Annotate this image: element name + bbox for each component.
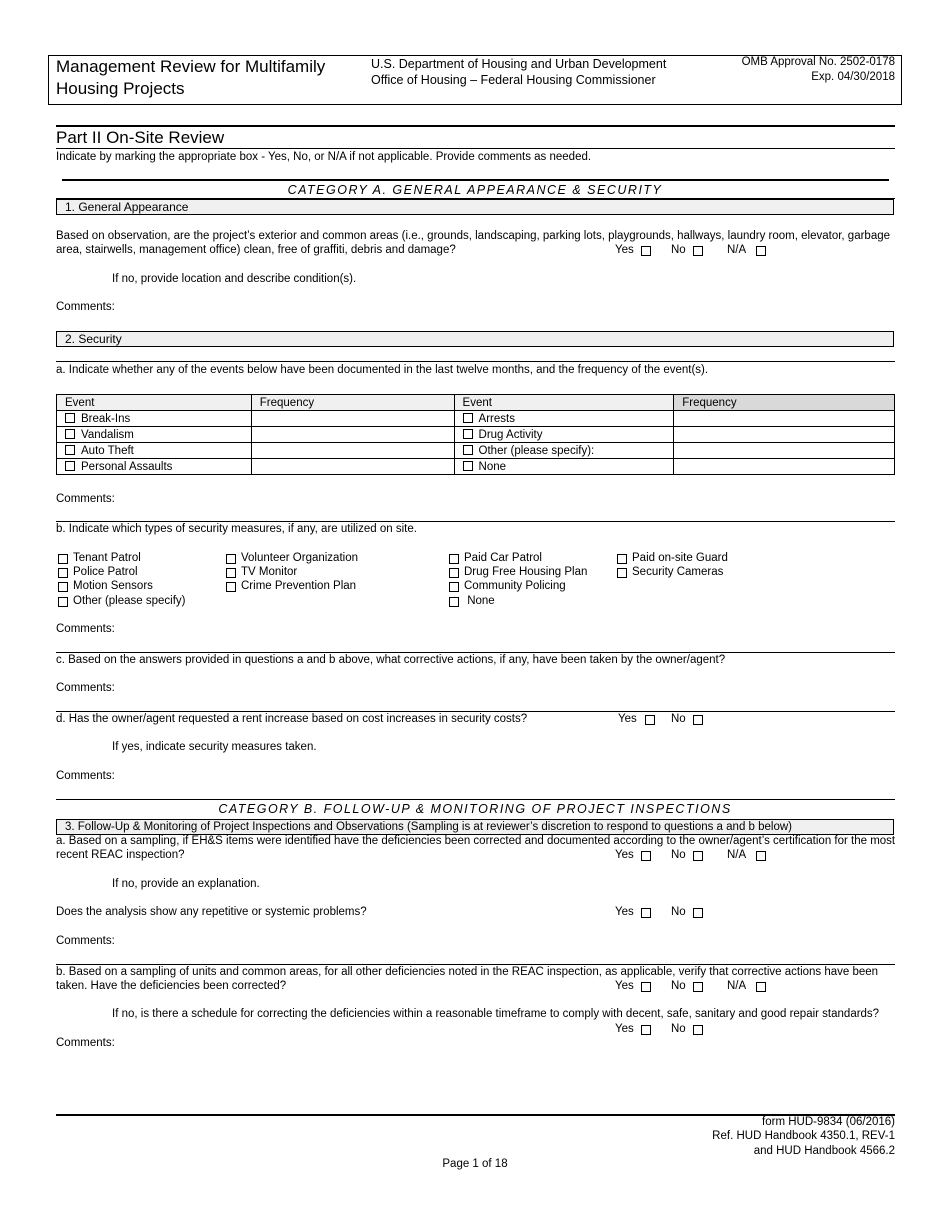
- s2d-yes-label: Yes: [618, 713, 637, 725]
- event-label: Drug Activity: [478, 428, 543, 441]
- page-number: Page 1 of 18: [442, 1158, 508, 1170]
- category-a-top-rule: [62, 179, 889, 181]
- measure-checkbox[interactable]: [226, 554, 236, 564]
- s2-rule: [56, 361, 895, 362]
- section-2-heading: 2. Security: [56, 331, 894, 347]
- frequency-col-header-left: Frequency: [251, 395, 454, 411]
- s1-no-label: No: [671, 244, 686, 256]
- s3a-followup: If no, provide an explanation.: [112, 878, 260, 890]
- frequency-input[interactable]: [674, 443, 895, 459]
- table-row: [57, 459, 895, 475]
- frequency-input[interactable]: [251, 411, 454, 427]
- s3a-no-checkbox[interactable]: [693, 851, 703, 861]
- s2a-question: a. Indicate whether any of the events below have been documented in the last twelve months, and the frequency of the event(s).: [56, 364, 709, 376]
- s3a-question-line2: recent REAC inspection?: [56, 849, 185, 861]
- event-checkbox[interactable]: [65, 461, 75, 471]
- category-b-top-rule: [56, 799, 895, 800]
- s1-yes-label: Yes: [615, 244, 634, 256]
- s1-followup: If no, provide location and describe condition(s).: [112, 273, 357, 285]
- category-b-title: CATEGORY B. FOLLOW-UP & MONITORING OF PROJECT INSPECTIONS: [218, 802, 732, 816]
- event-col-header-right: Event: [454, 395, 674, 411]
- s2d-no-checkbox[interactable]: [693, 715, 703, 725]
- form-title-line1: Management Review for Multifamily: [56, 57, 326, 76]
- s2d-comments-label: Comments:: [56, 770, 115, 782]
- s2b-comments-label: Comments:: [56, 623, 115, 635]
- measure-checkbox[interactable]: [58, 554, 68, 564]
- s3b2-yes-label: Yes: [615, 1023, 634, 1035]
- measure-checkbox[interactable]: [617, 554, 627, 564]
- s3b-comments-label: Comments:: [56, 1037, 115, 1049]
- footer-ref-line2: and HUD Handbook 4566.2: [753, 1145, 895, 1157]
- s2b-question: b. Indicate which types of security measures, if any, are utilized on site.: [56, 523, 417, 535]
- event-checkbox[interactable]: [463, 445, 473, 455]
- s3a-comments-label: Comments:: [56, 935, 115, 947]
- omb-expiration: Exp. 04/30/2018: [811, 71, 895, 83]
- s3a2-yes-label: Yes: [615, 906, 634, 918]
- measure-checkbox[interactable]: [58, 568, 68, 578]
- event-cell[interactable]: [57, 427, 252, 443]
- event-cell[interactable]: [57, 443, 252, 459]
- category-a-title: CATEGORY A. GENERAL APPEARANCE & SECURITY: [287, 183, 663, 197]
- event-label: None: [478, 460, 507, 473]
- section-1-heading: 1. General Appearance: [56, 199, 894, 215]
- s2c-comments-label: Comments:: [56, 682, 115, 694]
- frequency-input[interactable]: [674, 427, 895, 443]
- s1-no-checkbox[interactable]: [693, 246, 703, 256]
- s3a2-no-checkbox[interactable]: [693, 908, 703, 918]
- measure-label: TV Monitor: [241, 566, 298, 578]
- measure-checkbox[interactable]: [58, 597, 68, 607]
- event-label: Vandalism: [81, 428, 134, 441]
- measure-checkbox[interactable]: [449, 568, 459, 578]
- measure-checkbox[interactable]: [449, 597, 459, 607]
- frequency-input[interactable]: [251, 459, 454, 475]
- event-cell[interactable]: [454, 459, 674, 475]
- event-checkbox[interactable]: [463, 413, 473, 423]
- measure-checkbox[interactable]: [226, 582, 236, 592]
- s1-comments-label: Comments:: [56, 301, 115, 313]
- measure-label: Paid on-site Guard: [632, 552, 728, 564]
- s3a-yes-checkbox[interactable]: [641, 851, 651, 861]
- s2c-question: c. Based on the answers provided in questions a and b above, what corrective actions, if any, have been taken by the owner/agent?: [56, 654, 726, 666]
- event-checkbox[interactable]: [65, 445, 75, 455]
- s3a2-no-label: No: [671, 906, 686, 918]
- s3b-question-line2: taken. Have the deficiencies been corrected?: [56, 980, 287, 992]
- s2b-rule: [56, 521, 895, 522]
- frequency-input[interactable]: [251, 427, 454, 443]
- section-3-heading: 3. Follow-Up & Monitoring of Project Inspections and Observations (Sampling is at reviewer’s discretion to respond to questions a and b below): [56, 819, 894, 835]
- event-label: Other (please specify):: [478, 444, 595, 457]
- s1-question-line2: area, stairwells, management office) clean, free of graffiti, debris and damage?: [56, 244, 456, 256]
- part-top-rule: [56, 125, 895, 127]
- s3b-na-checkbox[interactable]: [756, 982, 766, 992]
- event-label: Break-Ins: [81, 412, 131, 425]
- measure-label: Community Policing: [464, 580, 566, 592]
- measure-checkbox[interactable]: [226, 568, 236, 578]
- form-title-line2: Housing Projects: [56, 79, 185, 98]
- s2d-question: d. Has the owner/agent requested a rent increase based on cost increases in security costs?: [56, 713, 528, 725]
- s1-question-line1: Based on observation, are the project’s exterior and common areas (i.e., grounds, landscaping, parking lots, playgrounds, hallways, laundry room, elevator, garbage: [56, 230, 891, 242]
- footer-form-number: form HUD-9834 (06/2016): [762, 1116, 895, 1128]
- event-col-header-left: Event: [57, 395, 252, 411]
- measure-checkbox[interactable]: [617, 568, 627, 578]
- measure-label: Crime Prevention Plan: [241, 580, 357, 592]
- s3b-question-line1: b. Based on a sampling of units and common areas, for all other deficiencies noted in the REAC inspection, as applicable, verify that corrective actions have been: [56, 966, 879, 978]
- part-title-rule: [56, 148, 895, 149]
- s3b2-no-label: No: [671, 1023, 686, 1035]
- table-row: [57, 427, 895, 443]
- measure-label: Paid Car Patrol: [464, 552, 542, 564]
- s3b-no-checkbox[interactable]: [693, 982, 703, 992]
- events-table: [56, 394, 895, 475]
- s3a-na-checkbox[interactable]: [756, 851, 766, 861]
- measure-label: Other (please specify): [73, 595, 186, 607]
- s3a-no-label: No: [671, 849, 686, 861]
- event-checkbox[interactable]: [463, 429, 473, 439]
- department-line2: Office of Housing – Federal Housing Commissioner: [371, 73, 656, 87]
- s2d-rule: [56, 711, 895, 712]
- frequency-input[interactable]: [251, 443, 454, 459]
- s2c-rule: [56, 652, 895, 653]
- frequency-input[interactable]: [674, 411, 895, 427]
- s2d-followup: If yes, indicate security measures taken.: [112, 741, 317, 753]
- s3b-no-label: No: [671, 980, 686, 992]
- s3b-yes-label: Yes: [615, 980, 634, 992]
- part-title: Part II On-Site Review: [56, 128, 225, 147]
- event-checkbox[interactable]: [65, 429, 75, 439]
- s3a2-question: Does the analysis show any repetitive or systemic problems?: [56, 906, 367, 918]
- s3b2-yes-checkbox[interactable]: [641, 1025, 651, 1035]
- part-instructions: Indicate by marking the appropriate box - Yes, No, or N/A if not applicable. Provide comments as needed.: [56, 151, 592, 163]
- event-cell[interactable]: [454, 427, 674, 443]
- table-row: [57, 443, 895, 459]
- s3b2-no-checkbox[interactable]: [693, 1025, 703, 1035]
- measure-label: Security Cameras: [632, 566, 724, 578]
- s3a-yes-label: Yes: [615, 849, 634, 861]
- department-line1: U.S. Department of Housing and Urban Development: [371, 57, 667, 71]
- s1-yes-checkbox[interactable]: [641, 246, 651, 256]
- footer-ref-line1: Ref. HUD Handbook 4350.1, REV-1: [712, 1130, 895, 1142]
- measure-label: Tenant Patrol: [73, 552, 141, 564]
- event-label: Arrests: [478, 412, 515, 425]
- event-checkbox[interactable]: [65, 413, 75, 423]
- s1-na-checkbox[interactable]: [756, 246, 766, 256]
- event-cell[interactable]: [454, 443, 674, 459]
- measure-checkbox[interactable]: [449, 554, 459, 564]
- event-label: Auto Theft: [81, 444, 134, 457]
- omb-approval: OMB Approval No. 2502-0178: [741, 56, 895, 68]
- measure-checkbox[interactable]: [58, 582, 68, 592]
- measure-label: Volunteer Organization: [241, 552, 358, 564]
- measure-label: Drug Free Housing Plan: [464, 566, 588, 578]
- s3a-question-line1: a. Based on a sampling, if EH&S items were identified have the deficiencies been corrected and documented according to the owner/agent’s certification for the most: [56, 835, 896, 847]
- s3a-na-label: N/A: [727, 849, 747, 861]
- measure-label: None: [464, 595, 495, 607]
- s2d-yes-checkbox[interactable]: [645, 715, 655, 725]
- s2a-comments-label: Comments:: [56, 493, 115, 505]
- measure-checkbox[interactable]: [449, 582, 459, 592]
- event-checkbox[interactable]: [463, 461, 473, 471]
- s1-na-label: N/A: [727, 244, 747, 256]
- frequency-col-header-right: Frequency: [674, 395, 895, 411]
- s3a2-yes-checkbox[interactable]: [641, 908, 651, 918]
- event-cell[interactable]: [57, 411, 252, 427]
- event-cell[interactable]: [454, 411, 674, 427]
- event-cell[interactable]: [57, 459, 252, 475]
- s2d-no-label: No: [671, 713, 686, 725]
- s3b-followup: If no, is there a schedule for correcting the deficiencies within a reasonable timeframe to comply with decent, safe, sanitary and good repair standards?: [112, 1008, 880, 1020]
- frequency-input[interactable]: [674, 459, 895, 475]
- measure-label: Police Patrol: [73, 566, 138, 578]
- s3b-rule: [56, 964, 895, 965]
- s3b-na-label: N/A: [727, 980, 747, 992]
- table-row: [57, 411, 895, 427]
- s3b-yes-checkbox[interactable]: [641, 982, 651, 992]
- event-label: Personal Assaults: [81, 460, 173, 473]
- measure-label: Motion Sensors: [73, 580, 153, 592]
